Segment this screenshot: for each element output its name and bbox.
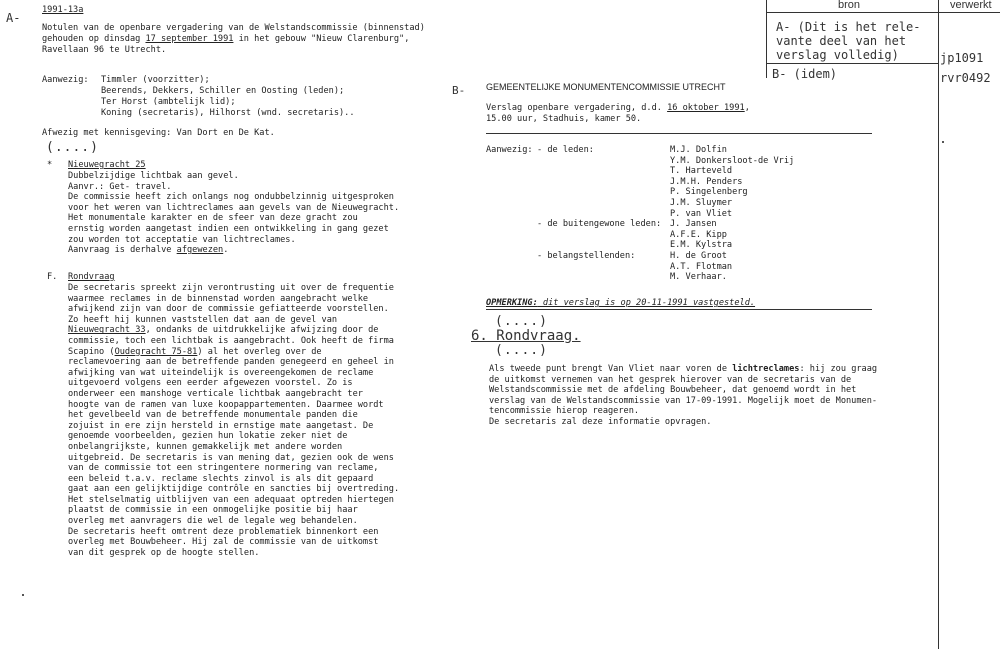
- section-line: [68, 325, 399, 336]
- body-text: : hij zou graag: [799, 364, 878, 374]
- attendee-name: A.F.E. Kipp: [670, 229, 727, 240]
- bron-b-note: B- (idem): [772, 67, 838, 81]
- aanwezig-label-b: Aanwezig:: [486, 145, 533, 155]
- attendee-name: E.M. Kylstra: [670, 240, 733, 251]
- verslag-text: ,: [744, 103, 750, 113]
- marker-a: A-: [6, 11, 21, 25]
- scan-speck: [942, 141, 944, 143]
- body-line: verslag van de Welstandscommissie van 17-09-1991. Mogelijk moet de Monumen-: [489, 395, 878, 406]
- body-line: De secretaris zal deze informatie opvragen.: [489, 416, 712, 427]
- rondvraag-title: 6. Rondvraag.: [471, 328, 581, 344]
- scan-speck: [22, 594, 24, 596]
- section-line: commissie, toch een lichtbak is aangebracht. Ook heeft de firma: [68, 335, 394, 346]
- body-line: Welstandscommissie met de afdeling Bouwbeheer, dat genoemd wordt in het: [489, 385, 857, 396]
- header-text: gehouden op dinsdag: [42, 34, 146, 44]
- attendee-name: T. Harteveld: [670, 166, 733, 177]
- attendee-name: M.J. Dolfin: [670, 145, 727, 155]
- decision-text: Aanvraag is derhalve: [68, 245, 177, 256]
- section-line: van dit gesprek op de hoogte stellen.: [68, 547, 260, 558]
- verwerkt-codes: [940, 48, 991, 88]
- section-letter: F.: [47, 272, 58, 282]
- verwerkt-code: jp1091: [940, 51, 984, 65]
- verslag-line-2: 15.00 uur, Stadhuis, kamer 50.: [486, 114, 642, 124]
- item-line: Aanvr.: Get- travel.: [68, 181, 172, 192]
- body-line: [489, 364, 877, 375]
- attendee-name: H. de Groot: [670, 250, 727, 261]
- attendee-name: M. Verhaar.: [670, 272, 727, 283]
- section-line: van de commissie tot een stringentere normering van reclame,: [68, 463, 379, 474]
- opmerking-line: [486, 298, 755, 309]
- aanwezig-line: Ter Horst (ambtelijk lid);: [101, 97, 236, 107]
- section-line: plaatst de commissie in een onmogelijke positie bij haar: [68, 505, 358, 516]
- divider: [486, 309, 872, 310]
- attendee-name: J. Jansen: [670, 219, 717, 230]
- bron-note-line: A- (Dit is het rele-: [776, 20, 921, 34]
- body-text: Als tweede punt brengt Van Vliet naar voren de: [489, 364, 733, 374]
- attendee-name: P. Singelenberg: [670, 187, 748, 198]
- bron-header: bron: [838, 0, 861, 11]
- attendee-name: J.M. Sluymer: [670, 197, 733, 208]
- aanwezig-line: Timmler (voorzitter);: [101, 75, 210, 85]
- item-title: Nieuwegracht 25: [68, 160, 146, 170]
- divider: [486, 133, 872, 134]
- bron-note: [776, 20, 921, 62]
- verslag-line-1: [486, 103, 750, 114]
- group-label: - belangstellenden:: [537, 251, 636, 261]
- bron-note-line: vante deel van het: [776, 34, 907, 48]
- meeting-date: 17 september 1991: [145, 34, 234, 44]
- aanwezig-line: Beerends, Dekkers, Schiller en Oosting (leden);: [101, 86, 345, 96]
- section-line: De secretaris heeft omtrent deze problematiek binnenkort een: [68, 526, 379, 537]
- header-line-2: [42, 34, 409, 45]
- body-line: de uitkomst vernemen van het gesprek hierover van de secretaris van de: [489, 374, 852, 385]
- table-border: [938, 0, 939, 649]
- commission-title: GEMEENTELIJKE MONUMENTENCOMMISSIE UTRECHT: [486, 82, 726, 92]
- section-line: waarmee reclames in de binnenstad worden aangebracht welke: [68, 293, 369, 304]
- opmerking-label: OPMERKING:: [486, 298, 538, 308]
- section-line: afwijking van wat uiteindelijk is overeengekomen de reclame: [68, 367, 374, 378]
- section-line: een beleid t.a.v. reclame slechts zinvol is als dit gepaard: [68, 473, 374, 484]
- header-text: in het gebouw "Nieuw Clarenburg",: [233, 34, 410, 44]
- group-label: - de leden:: [537, 145, 594, 155]
- section-line: reclamevoering aan de betreffende panden genegeerd en geheel in: [68, 357, 394, 368]
- verwerkt-code: rvr0492: [940, 71, 991, 85]
- ellipsis-handwritten: (....): [46, 140, 99, 155]
- attendee-name: A.T. Flotman: [670, 261, 733, 272]
- item-decision: [68, 245, 399, 256]
- marker-b: B-: [452, 84, 466, 97]
- section-line: [68, 347, 399, 358]
- section-title: Rondvraag: [68, 272, 115, 282]
- section-body: [68, 283, 399, 558]
- decision-word: afgewezen: [176, 245, 224, 256]
- section-line: hoogte van de ramen van luxe koopappartementen. Daarmee wordt: [68, 399, 384, 410]
- item-bullet: *: [47, 160, 53, 170]
- item-line: voor het weren van lichtreclames aan gevels van de Nieuwegracht.: [68, 202, 400, 213]
- ellipsis-handwritten: (....): [495, 343, 548, 358]
- rondvraag-body: [489, 364, 877, 428]
- section-line: overleg met aanvragers die wel de legale weg behandelen.: [68, 516, 358, 527]
- item-line: De commissie heeft zich onlangs nog ondubbelzinnig uitgesproken: [68, 192, 394, 203]
- document-code: 1991-13a: [42, 5, 84, 15]
- body-line: tencommissie hierop reageren.: [489, 406, 640, 417]
- body-keyword: lichtreclames: [732, 364, 800, 374]
- section-line: gaat aan een gelijktijdige contrôle en sancties bij overtreding.: [68, 484, 400, 495]
- attendee-name: P. van Vliet: [670, 208, 733, 219]
- section-line: Zo heeft hij kunnen vaststellen dat aan de gevel van: [68, 314, 338, 325]
- section-line: overleg met Bouwbeheer. Hij zal de commissie van de uitkomst: [68, 537, 379, 548]
- item-line: zou worden tot acceptatie van lichtreclames.: [68, 234, 296, 245]
- group-leden: [670, 145, 794, 283]
- verslag-text: Verslag openbare vergadering, d.d.: [486, 103, 668, 113]
- section-line: onbelangrijkste, kunnen gemakkelijk met andere worden: [68, 441, 343, 452]
- item-body: [68, 171, 399, 256]
- group-label: - de buitengewone leden:: [537, 219, 662, 229]
- aanwezig-label: Aanwezig:: [42, 75, 89, 85]
- afwezig-line: Afwezig met kennisgeving: Van Dort en De Kat.: [42, 128, 275, 138]
- section-text: Scapino (: [68, 346, 115, 357]
- section-line: Het stelselmatig uitblijven van een adequaat optreden hiertegen: [68, 494, 394, 505]
- ellipsis-handwritten: (....): [495, 314, 548, 329]
- address-oudegracht: Oudegracht 75-81: [114, 346, 198, 357]
- section-line: afwijkend zijn van door de commissie gefiatteerde voorstellen.: [68, 304, 389, 315]
- verwerkt-header: verwerkt: [950, 0, 992, 11]
- attendee-name: Y.M. Donkersloot-de Vrij: [670, 155, 795, 166]
- attendee-name: J.M.H. Penders: [670, 176, 743, 187]
- header-line-3: Ravellaan 96 te Utrecht.: [42, 45, 167, 55]
- bron-note-line: verslag volledig): [776, 48, 899, 62]
- verslag-date: 16 oktober 1991: [667, 103, 745, 113]
- section-line: De secretaris spreekt zijn verontrusting uit over de frequentie: [68, 283, 394, 293]
- item-line: ernstig worden aangetast indien een ontwikkeling in gang gezet: [68, 223, 389, 234]
- address-nieuwegracht-33: Nieuwegracht 33: [68, 325, 146, 336]
- section-line: genoemde voorbeelden, gezien hun lokatie zeker niet de: [68, 431, 348, 442]
- section-text: ) al het overleg over de: [197, 346, 322, 357]
- header-line-1: Notulen van de openbare vergadering van de Welstandscommissie (binnenstad): [42, 23, 425, 33]
- table-border: [766, 12, 1000, 13]
- table-border: [766, 63, 938, 64]
- section-line: zojuist in ere zijn hersteld in ernstige mate aangetast. De: [68, 420, 374, 431]
- item-line: Het monumentale karakter en de sfeer van deze gracht zou: [68, 213, 358, 224]
- section-line: onderweer een manshoge verticale lichtbak aangebracht ter: [68, 388, 363, 399]
- opmerking-text: dit verslag is op 20-11-1991 vastgesteld.: [537, 298, 756, 308]
- section-line: het gevelbeeld van de betreffende monumentale panden die: [68, 410, 358, 421]
- section-line: uitgebreid. De secretaris is van mening dat, gezien ook de wens: [68, 452, 394, 463]
- section-text: , ondanks de uitdrukkelijke afwijzing door de: [145, 325, 379, 336]
- aanwezig-line: Koning (secretaris), Hilhorst (wnd. secretaris)..: [101, 108, 355, 118]
- section-line: uitgevoerd volgens een eerder afgewezen voorstel. Zo is: [68, 378, 353, 389]
- decision-text: .: [223, 245, 229, 256]
- item-line: Dubbelzijdige lichtbak aan gevel.: [68, 171, 239, 181]
